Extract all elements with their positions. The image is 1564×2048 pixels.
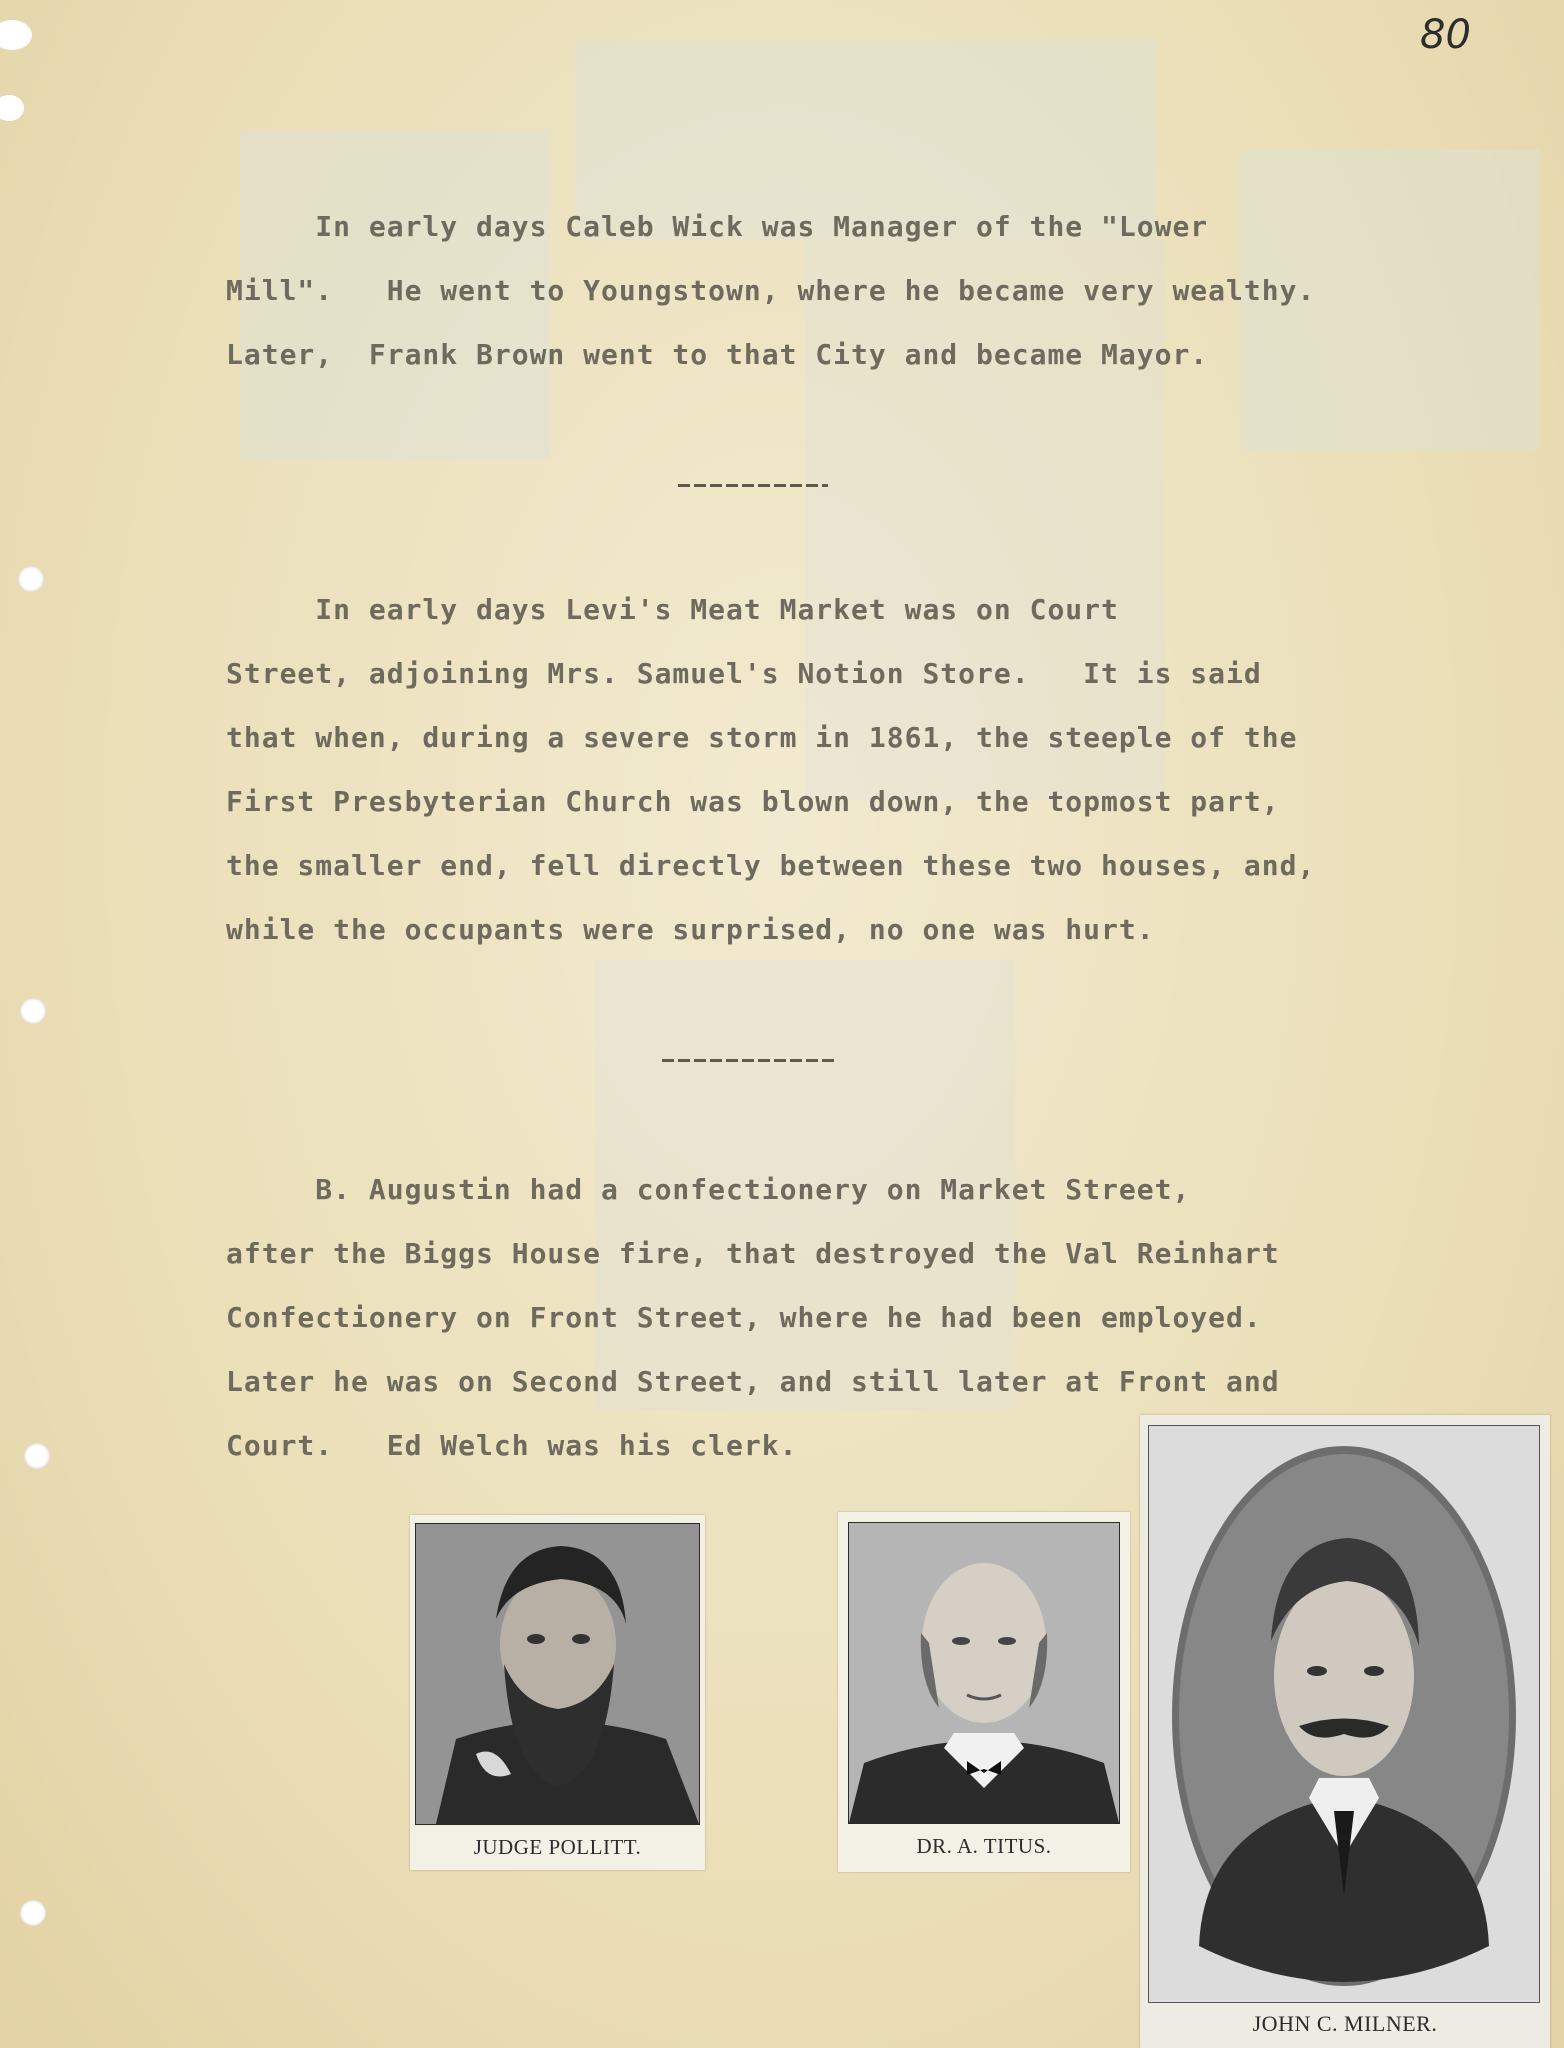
paragraph-b-augustin xyxy=(226,1158,1280,1478)
binder-hole xyxy=(20,998,46,1024)
text-line: Street, adjoining Mrs. Samuel's Notion Store. It is said xyxy=(226,657,1262,690)
text-line: while the occupants were surprised, no one was hurt. xyxy=(226,913,1155,946)
text-line: First Presbyterian Church was blown down, the topmost part, xyxy=(226,785,1280,818)
photo-clipping-judge-pollitt xyxy=(410,1515,705,1870)
section-separator xyxy=(678,484,828,487)
torn-edge xyxy=(0,20,32,50)
photo-clipping-john-milner xyxy=(1140,1415,1550,2048)
photo-clipping-dr-titus xyxy=(838,1512,1130,1872)
portrait-photo xyxy=(415,1523,700,1825)
text-line: B. Augustin had a confectionery on Market Street, xyxy=(226,1173,1191,1206)
binder-hole xyxy=(18,566,44,592)
binder-hole xyxy=(20,1900,46,1926)
section-separator xyxy=(662,1059,837,1062)
text-line: that when, during a severe storm in 1861, the steeple of the xyxy=(226,721,1298,754)
text-line: after the Biggs House fire, that destroyed the Val Reinhart xyxy=(226,1237,1280,1270)
text-line: Later, Frank Brown went to that City and became Mayor. xyxy=(226,338,1209,371)
photo-caption: JUDGE POLLITT. xyxy=(473,1835,642,1859)
text-line: In early days Caleb Wick was Manager of the "Lower xyxy=(226,210,1209,243)
portrait-photo xyxy=(848,1522,1120,1824)
paragraph-caleb-wick xyxy=(226,195,1315,387)
portrait-bearded-man xyxy=(416,1524,699,1824)
text-line: Mill". He went to Youngstown, where he became very wealthy. xyxy=(226,274,1316,307)
text-line: the smaller end, fell directly between these two houses, and, xyxy=(226,849,1316,882)
photo-caption: JOHN C. MILNER. xyxy=(1252,2011,1438,2036)
text-line: In early days Levi's Meat Market was on Court xyxy=(226,593,1119,626)
paragraph-levi-meat-market xyxy=(226,578,1315,962)
torn-edge xyxy=(0,95,24,121)
text-line: Later he was on Second Street, and still later at Front and xyxy=(226,1365,1280,1398)
portrait-mustached-man xyxy=(1149,1426,1539,2002)
text-line: Confectionery on Front Street, where he had been employed. xyxy=(226,1301,1262,1334)
page-number: 80 xyxy=(1420,12,1471,58)
text-line: Court. Ed Welch was his clerk. xyxy=(226,1429,798,1462)
portrait-bald-man xyxy=(849,1523,1119,1823)
photo-caption: DR. A. TITUS. xyxy=(916,1834,1052,1858)
portrait-photo xyxy=(1148,1425,1540,2003)
binder-hole xyxy=(24,1443,50,1469)
